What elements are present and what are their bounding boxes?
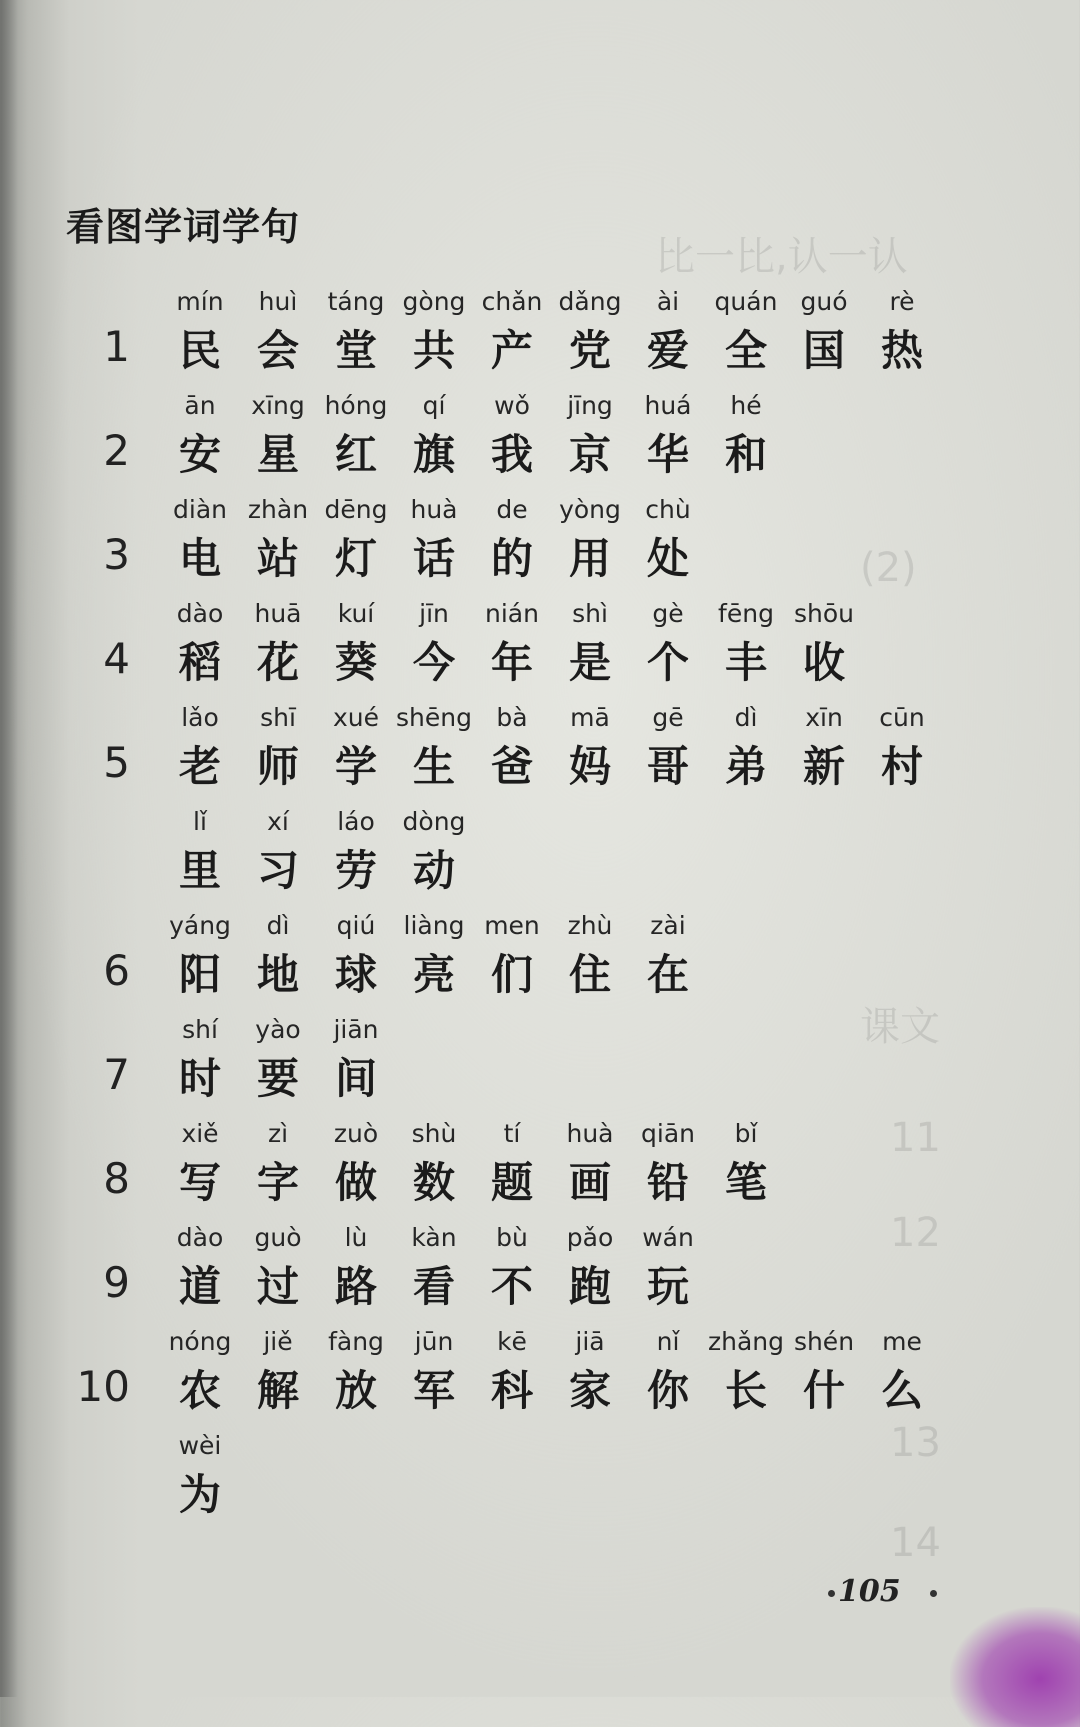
row-number: 7 xyxy=(103,1050,130,1099)
pinyin: jūn xyxy=(414,1327,454,1356)
pinyin: guó xyxy=(800,287,848,316)
page-number-dot-left xyxy=(828,1590,835,1597)
pinyin: wán xyxy=(642,1223,694,1252)
pinyin: hé xyxy=(730,391,762,420)
show-through-text: 11 xyxy=(890,1115,941,1161)
pinyin: gè xyxy=(652,599,684,628)
hanzi-character: 间 xyxy=(334,1054,377,1103)
pinyin: zì xyxy=(267,1119,289,1148)
vocab-cell xyxy=(706,594,786,692)
hanzi-character: 长 xyxy=(724,1366,767,1415)
vocab-cell xyxy=(238,802,318,900)
hanzi-character: 写 xyxy=(178,1158,221,1207)
vocab-cell xyxy=(550,594,630,692)
vocab-cell xyxy=(472,1114,552,1212)
pinyin: kàn xyxy=(411,1223,457,1252)
hanzi-character: 红 xyxy=(334,430,377,479)
row-number: 4 xyxy=(103,634,130,683)
pinyin: kuí xyxy=(337,599,375,628)
hanzi-character: 是 xyxy=(568,638,611,687)
hanzi-character: 你 xyxy=(646,1366,689,1415)
vocab-cell xyxy=(160,698,240,796)
hanzi-character: 哥 xyxy=(646,742,689,791)
vocab-cell xyxy=(394,906,474,1004)
vocab-cell xyxy=(784,1322,864,1420)
pinyin: zhù xyxy=(567,911,613,940)
vocab-cell xyxy=(706,386,786,484)
hanzi-character: 弟 xyxy=(724,742,767,791)
vocab-cell xyxy=(160,802,240,900)
pinyin: mín xyxy=(176,287,224,316)
vocab-cell xyxy=(160,1322,240,1420)
pinyin: cūn xyxy=(879,703,925,732)
vocab-cell xyxy=(238,1322,318,1420)
pinyin: yáng xyxy=(169,911,231,940)
hanzi-character: 画 xyxy=(568,1158,611,1207)
hanzi-character: 旗 xyxy=(412,430,455,479)
pinyin: qiú xyxy=(336,911,376,940)
hanzi-character: 丰 xyxy=(724,638,767,687)
hanzi-character: 爱 xyxy=(646,326,689,375)
vocab-cell xyxy=(472,386,552,484)
hanzi-character: 为 xyxy=(178,1470,221,1519)
vocab-cell xyxy=(628,906,708,1004)
vocab-cell xyxy=(472,698,552,796)
pinyin: huà xyxy=(566,1119,614,1148)
hanzi-character: 动 xyxy=(412,846,455,895)
vocab-cell xyxy=(628,1218,708,1316)
hanzi-character: 不 xyxy=(490,1262,533,1311)
page-number: 105 xyxy=(838,1574,901,1609)
vocab-cell xyxy=(316,1114,396,1212)
hanzi-character: 住 xyxy=(568,950,611,999)
vocab-cell xyxy=(394,282,474,380)
vocab-cell xyxy=(394,594,474,692)
vocab-cell xyxy=(238,698,318,796)
hanzi-character: 玩 xyxy=(646,1262,689,1311)
vocab-cell xyxy=(316,698,396,796)
pinyin: xīng xyxy=(251,391,305,420)
vocab-cell xyxy=(784,282,864,380)
pinyin: gòng xyxy=(402,287,466,316)
row-number: 5 xyxy=(103,738,130,787)
hanzi-character: 电 xyxy=(178,534,221,583)
pinyin: zuò xyxy=(333,1119,379,1148)
vocab-cell xyxy=(316,802,396,900)
vocab-cell xyxy=(862,698,942,796)
pinyin: jīn xyxy=(419,599,449,628)
pinyin: zài xyxy=(650,911,686,940)
vocab-cell xyxy=(628,698,708,796)
pinyin: yòng xyxy=(559,495,621,524)
vocab-cell xyxy=(472,282,552,380)
hanzi-character: 球 xyxy=(334,950,377,999)
hanzi-character: 共 xyxy=(412,326,455,375)
vocab-row xyxy=(0,1322,1000,1422)
pinyin: shù xyxy=(411,1119,457,1148)
vocab-row xyxy=(0,282,1000,382)
pinyin: pǎo xyxy=(566,1223,614,1252)
pinyin: men xyxy=(484,911,540,940)
hanzi-character: 妈 xyxy=(568,742,611,791)
vocab-cell xyxy=(472,594,552,692)
vocab-cell xyxy=(784,594,864,692)
hanzi-character: 华 xyxy=(646,430,689,479)
pinyin: shén xyxy=(793,1327,855,1356)
hanzi-character: 村 xyxy=(880,742,923,791)
hanzi-character: 葵 xyxy=(334,638,377,687)
vocab-row xyxy=(0,802,1000,902)
hanzi-character: 用 xyxy=(568,534,611,583)
page-number-dot-right xyxy=(930,1590,937,1597)
hanzi-character: 星 xyxy=(256,430,299,479)
hanzi-character: 安 xyxy=(178,430,221,479)
pinyin: chù xyxy=(645,495,691,524)
hanzi-character: 铅 xyxy=(646,1158,689,1207)
hanzi-character: 稻 xyxy=(178,638,221,687)
vocab-cell xyxy=(160,386,240,484)
vocab-cell xyxy=(238,906,318,1004)
vocab-cell xyxy=(706,1322,786,1420)
pinyin: diàn xyxy=(173,495,227,524)
hanzi-character: 堂 xyxy=(334,326,377,375)
hanzi-character: 师 xyxy=(256,742,299,791)
hanzi-character: 和 xyxy=(724,430,767,479)
pinyin: huā xyxy=(254,599,302,628)
hanzi-character: 么 xyxy=(880,1366,923,1415)
hanzi-character: 什 xyxy=(802,1366,845,1415)
show-through-text: 比一比,认一认 xyxy=(655,234,908,280)
vocab-cell xyxy=(706,1114,786,1212)
vocab-cell xyxy=(160,1426,240,1524)
pinyin: láo xyxy=(337,807,375,836)
vocab-cell xyxy=(238,594,318,692)
hanzi-character: 全 xyxy=(724,326,767,375)
vocab-cell xyxy=(160,1114,240,1212)
pinyin: xí xyxy=(267,807,289,836)
hanzi-character: 家 xyxy=(568,1366,611,1415)
hanzi-character: 们 xyxy=(490,950,533,999)
vocab-cell xyxy=(472,906,552,1004)
pinyin: jiān xyxy=(333,1015,379,1044)
vocab-cell xyxy=(238,1010,318,1108)
hanzi-character: 民 xyxy=(178,326,221,375)
pinyin: zhàn xyxy=(247,495,309,524)
vocab-cell xyxy=(316,490,396,588)
hanzi-character: 里 xyxy=(178,846,221,895)
pinyin: shōu xyxy=(793,599,854,628)
pinyin: huì xyxy=(258,287,298,316)
vocab-cell xyxy=(550,1114,630,1212)
pinyin: lǐ xyxy=(193,807,207,836)
pinyin: bù xyxy=(496,1223,528,1252)
pinyin: liàng xyxy=(403,911,465,940)
show-through-text: 12 xyxy=(890,1210,941,1256)
pinyin: gē xyxy=(652,703,684,732)
hanzi-character: 花 xyxy=(256,638,299,687)
pinyin: jīng xyxy=(567,391,613,420)
pinyin: ān xyxy=(184,391,216,420)
hanzi-character: 今 xyxy=(412,638,455,687)
hanzi-character: 题 xyxy=(490,1158,533,1207)
vocab-row xyxy=(0,1218,1000,1318)
row-number: 1 xyxy=(103,322,130,371)
row-number: 9 xyxy=(103,1258,130,1307)
hanzi-character: 农 xyxy=(178,1366,221,1415)
row-number: 10 xyxy=(76,1362,130,1411)
pinyin: shī xyxy=(260,703,296,732)
vocab-cell xyxy=(628,282,708,380)
pinyin: xué xyxy=(332,703,380,732)
hanzi-character: 道 xyxy=(178,1262,221,1311)
vocab-cell xyxy=(550,1218,630,1316)
pinyin: quán xyxy=(714,287,778,316)
vocab-cell xyxy=(160,1218,240,1316)
pinyin: nián xyxy=(485,599,539,628)
ink-stamp-mark xyxy=(950,1607,1080,1727)
vocab-cell xyxy=(628,1114,708,1212)
vocab-cell xyxy=(628,1322,708,1420)
vocab-cell xyxy=(394,1114,474,1212)
vocab-cell xyxy=(160,490,240,588)
vocab-cell xyxy=(394,1218,474,1316)
vocab-cell xyxy=(628,594,708,692)
row-number: 8 xyxy=(103,1154,130,1203)
pinyin: jiě xyxy=(263,1327,293,1356)
pinyin: qí xyxy=(422,391,446,420)
vocab-cell xyxy=(316,386,396,484)
hanzi-character: 的 xyxy=(490,534,533,583)
pinyin: xīn xyxy=(805,703,843,732)
pinyin: bà xyxy=(496,703,528,732)
pinyin: de xyxy=(496,495,528,524)
hanzi-character: 新 xyxy=(802,742,845,791)
hanzi-character: 路 xyxy=(334,1262,377,1311)
hanzi-character: 科 xyxy=(490,1366,533,1415)
vocab-row xyxy=(0,698,1000,798)
vocab-cell xyxy=(472,1322,552,1420)
vocab-cell xyxy=(472,490,552,588)
hanzi-character: 解 xyxy=(256,1366,299,1415)
pinyin: dào xyxy=(176,599,224,628)
vocab-cell xyxy=(160,1010,240,1108)
vocab-row xyxy=(0,386,1000,486)
vocab-cell xyxy=(550,698,630,796)
vocab-cell xyxy=(316,906,396,1004)
hanzi-character: 阳 xyxy=(178,950,221,999)
vocab-cell xyxy=(706,282,786,380)
hanzi-character: 我 xyxy=(490,430,533,479)
pinyin: tí xyxy=(503,1119,521,1148)
vocab-cell xyxy=(550,1322,630,1420)
pinyin: dòng xyxy=(402,807,466,836)
pinyin: mā xyxy=(570,703,610,732)
hanzi-character: 学 xyxy=(334,742,377,791)
pinyin: yào xyxy=(255,1015,301,1044)
pinyin: jiā xyxy=(575,1327,605,1356)
vocab-cell xyxy=(238,282,318,380)
vocab-cell xyxy=(394,802,474,900)
pinyin: dēng xyxy=(324,495,388,524)
pinyin: fàng xyxy=(328,1327,384,1356)
pinyin: bǐ xyxy=(734,1119,758,1148)
hanzi-character: 在 xyxy=(646,950,689,999)
vocab-row xyxy=(0,1426,1000,1526)
hanzi-character: 京 xyxy=(568,430,611,479)
show-through-text: 14 xyxy=(890,1520,941,1566)
hanzi-character: 处 xyxy=(646,534,689,583)
vocab-cell xyxy=(316,594,396,692)
vocab-cell xyxy=(160,282,240,380)
vocab-cell xyxy=(628,490,708,588)
vocab-cell xyxy=(238,1218,318,1316)
pinyin: chǎn xyxy=(481,287,543,316)
pinyin: nǐ xyxy=(656,1327,680,1356)
pinyin: dǎng xyxy=(558,287,622,316)
vocab-cell xyxy=(862,1322,942,1420)
vocab-row xyxy=(0,906,1000,1006)
vocab-row xyxy=(0,1114,1000,1214)
hanzi-character: 热 xyxy=(880,326,923,375)
pinyin: me xyxy=(882,1327,922,1356)
vocab-cell xyxy=(160,906,240,1004)
pinyin: kē xyxy=(497,1327,527,1356)
vocab-cell xyxy=(550,906,630,1004)
row-number: 6 xyxy=(103,946,130,995)
pinyin: xiě xyxy=(181,1119,219,1148)
pinyin: wǒ xyxy=(494,391,530,420)
vocab-cell xyxy=(160,594,240,692)
hanzi-character: 习 xyxy=(256,846,299,895)
hanzi-character: 劳 xyxy=(334,846,377,895)
page-title: 看图学词学句 xyxy=(66,205,301,249)
pinyin: dì xyxy=(266,911,290,940)
pinyin: lù xyxy=(344,1223,368,1252)
vocab-cell xyxy=(316,1010,396,1108)
row-number: 3 xyxy=(103,530,130,579)
hanzi-character: 数 xyxy=(412,1158,455,1207)
pinyin: wèi xyxy=(178,1431,222,1460)
hanzi-character: 时 xyxy=(178,1054,221,1103)
pinyin: fēng xyxy=(718,599,774,628)
pinyin: huà xyxy=(410,495,458,524)
pinyin: rè xyxy=(889,287,915,316)
row-number: 2 xyxy=(103,426,130,475)
vocab-cell xyxy=(784,698,864,796)
pinyin: shì xyxy=(572,599,608,628)
vocab-cell xyxy=(628,386,708,484)
hanzi-character: 站 xyxy=(256,534,299,583)
vocab-cell xyxy=(862,282,942,380)
hanzi-character: 字 xyxy=(256,1158,299,1207)
pinyin: nóng xyxy=(168,1327,232,1356)
pinyin: táng xyxy=(327,287,385,316)
hanzi-character: 生 xyxy=(412,742,455,791)
vocab-cell xyxy=(238,490,318,588)
vocab-cell xyxy=(316,282,396,380)
hanzi-character: 个 xyxy=(646,638,689,687)
pinyin: dì xyxy=(734,703,758,732)
vocab-cell xyxy=(394,490,474,588)
vocab-cell xyxy=(706,698,786,796)
pinyin: zhǎng xyxy=(707,1327,784,1356)
pinyin: huá xyxy=(644,391,692,420)
hanzi-character: 要 xyxy=(256,1054,299,1103)
pinyin: qiān xyxy=(641,1119,695,1148)
show-through-text: 课文 xyxy=(860,1004,940,1050)
pinyin: hóng xyxy=(324,391,388,420)
vocab-cell xyxy=(316,1218,396,1316)
vocab-cell xyxy=(550,490,630,588)
hanzi-character: 党 xyxy=(568,326,611,375)
pinyin: shí xyxy=(182,1015,218,1044)
vocab-row xyxy=(0,594,1000,694)
vocab-cell xyxy=(472,1218,552,1316)
hanzi-character: 产 xyxy=(490,326,533,375)
vocab-row xyxy=(0,1010,1000,1110)
vocab-cell xyxy=(550,282,630,380)
hanzi-character: 国 xyxy=(802,326,845,375)
hanzi-character: 灯 xyxy=(334,534,377,583)
hanzi-character: 老 xyxy=(178,742,221,791)
vocab-cell xyxy=(550,386,630,484)
pinyin: shēng xyxy=(396,703,472,732)
vocab-cell xyxy=(238,1114,318,1212)
hanzi-character: 跑 xyxy=(568,1262,611,1311)
vocab-cell xyxy=(238,386,318,484)
vocab-cell xyxy=(394,698,474,796)
hanzi-character: 年 xyxy=(490,638,533,687)
show-through-text: (2) xyxy=(860,545,917,591)
hanzi-character: 做 xyxy=(334,1158,377,1207)
hanzi-character: 话 xyxy=(412,534,455,583)
vocab-row xyxy=(0,490,1000,590)
vocab-cell xyxy=(316,1322,396,1420)
hanzi-character: 亮 xyxy=(412,950,455,999)
hanzi-character: 笔 xyxy=(724,1158,767,1207)
hanzi-character: 过 xyxy=(256,1262,299,1311)
hanzi-character: 放 xyxy=(334,1366,377,1415)
show-through-text: 13 xyxy=(890,1420,941,1466)
pinyin: guò xyxy=(254,1223,302,1252)
hanzi-character: 看 xyxy=(412,1262,455,1311)
hanzi-character: 地 xyxy=(256,950,299,999)
pinyin: dào xyxy=(176,1223,224,1252)
hanzi-character: 会 xyxy=(256,326,299,375)
vocab-cell xyxy=(394,386,474,484)
pinyin: lǎo xyxy=(181,703,219,732)
hanzi-character: 军 xyxy=(412,1366,455,1415)
hanzi-character: 收 xyxy=(802,638,845,687)
hanzi-character: 爸 xyxy=(490,742,533,791)
pinyin: ài xyxy=(656,287,680,316)
vocab-cell xyxy=(394,1322,474,1420)
